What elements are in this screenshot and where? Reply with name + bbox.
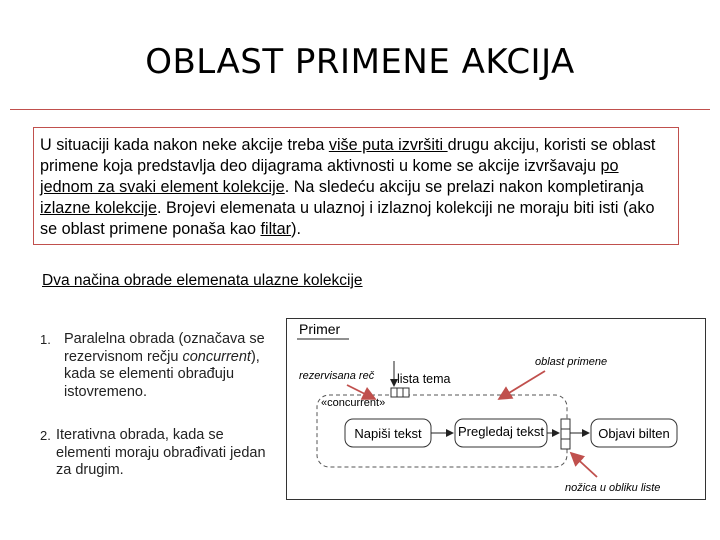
intro-underline-2: po jednom za svaki element kolekcije [40,157,619,196]
pin-label: nožica u obliku liste [565,482,661,494]
action-publish-label: Objavi bilten [598,426,670,441]
list-theme-label: lista tema [397,372,451,386]
list-item [40,427,280,480]
list-keyword: concurrent [182,348,251,365]
example-diagram [286,318,706,500]
action-write-label: Napiši tekst [354,426,422,441]
title-divider [10,109,710,110]
list-number: 2. [40,428,51,443]
pin-arrow [571,453,597,477]
diagram-heading: Primer [299,321,341,337]
intro-text: . Brojevi elemenata u ulaznoj i izlaznoj kolekciji ne moraju biti isti (ako se oblast primene ponaša kao [40,199,655,238]
section-subtitle: Dva načina obrade elemenata ulazne kolekcije [42,272,363,289]
list-item [40,331,280,401]
list-text: Paralelna obrada (označava se rezervisnom rečju [64,331,265,365]
intro-text: ). [291,220,301,238]
intro-text: . Na sledeću akciju se prelazi nakon kompletiranja [284,178,644,196]
intro-text: U situaciji kada nakon neke akcije treba [40,136,329,154]
concurrent-keyword: «concurrent» [321,397,386,409]
intro-underline-3: izlazne kolekcije [40,199,157,217]
intro-underline-4: filtar [260,220,292,238]
output-list-pin [561,419,570,449]
action-review-label: Pregledaj tekst [458,424,544,439]
intro-box [33,127,679,245]
diagram-canvas [287,319,707,501]
list-text: Iterativna obrada, kada se elementi moraju obrađivati jedan za drugim. [56,427,266,478]
intro-text: drugu akciju, koristi se oblast primene koja predstavlja deo dijagrama aktivnosti u kome se akcije izvršavaju [40,136,656,175]
list-number: 1. [40,332,51,347]
region-label: oblast primene [535,356,608,368]
page-title: OBLAST PRIMENE AKCIJA [145,42,575,82]
intro-underline-1: više puta izvršiti [328,136,448,154]
input-list-pin [391,388,409,397]
reserved-word-label: rezervisana reč [299,370,375,382]
list-text: ), kada se elementi obrađuju istovremeno. [64,348,260,400]
